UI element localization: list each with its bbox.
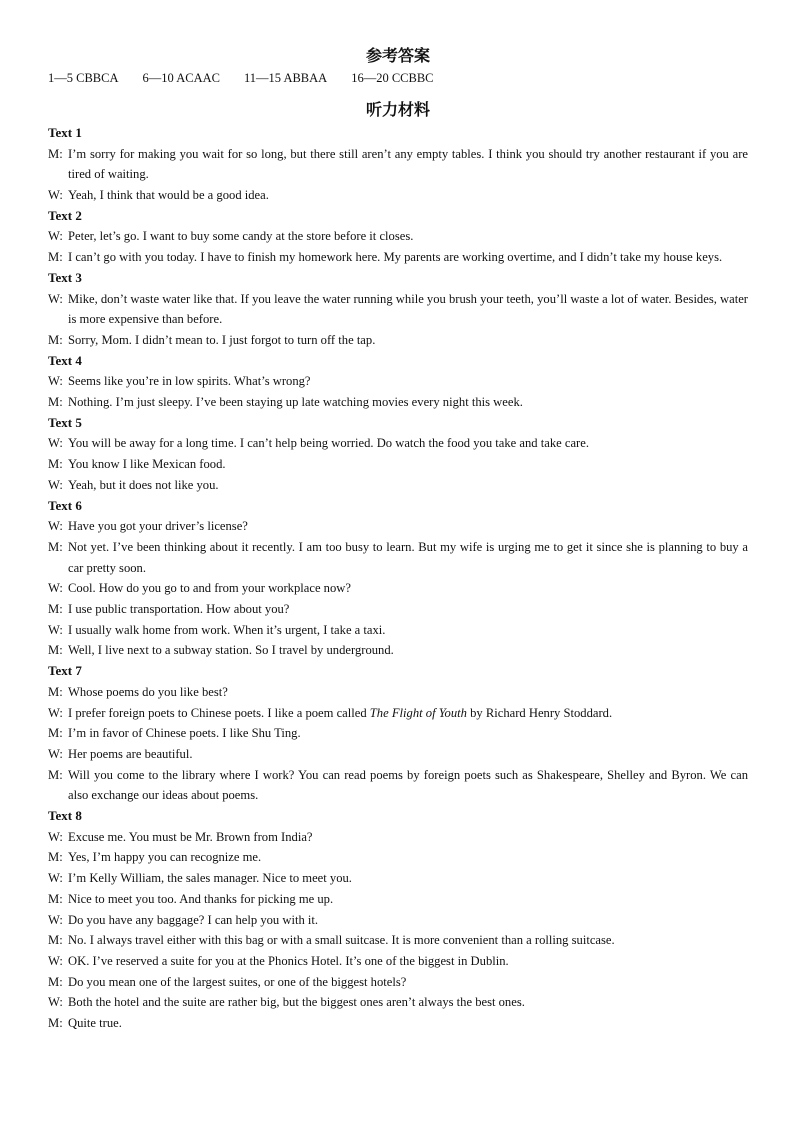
dialogue-line [48,578,748,599]
utterance: Peter, let’s go. I want to buy some candy at the store before it closes. [68,229,414,244]
speaker-label: W: [48,705,63,720]
speaker-label: W: [48,229,63,244]
speaker-label: W: [48,291,63,306]
dialogue-line [48,910,748,931]
utterance: I’m in favor of Chinese poets. I like Shu Ting. [68,726,301,741]
utterance: Excuse me. You must be Mr. Brown from India? [68,829,313,844]
utterance: I’m Kelly William, the sales manager. Nice to meet you. [68,871,352,886]
dialogue-line [48,392,748,413]
utterance: Quite true. [68,1016,122,1031]
speaker-label: M: [48,250,63,265]
text-heading: Text 4 [48,352,82,368]
speaker-label: M: [48,767,63,782]
text-heading: Text 7 [48,663,82,679]
dialogue-line [48,723,748,744]
speaker-label: M: [48,539,63,554]
answer-group: 6—10 ACAAC [142,71,220,85]
utterance: I use public transportation. How about you? [68,602,290,617]
utterance: Have you got your driver’s license? [68,519,248,534]
utterance-part: I prefer foreign poets to Chinese poets. I like a poem called [68,705,370,720]
speaker-label: W: [48,746,63,761]
speaker-label: W: [48,995,63,1010]
dialogue-line [48,847,748,868]
speaker-label: M: [48,1016,63,1031]
text-heading: Text 2 [48,207,82,223]
speaker-label: W: [48,871,63,886]
dialogue-line [48,516,748,537]
utterance: Will you come to the library where I work? You can read poems by foreign poets such as Shakespeare, Shelley and Byron. We can also exchange our ideas about poems. [68,767,748,803]
utterance: You will be away for a long time. I can’t help being worried. Do watch the food you take and take care. [68,436,589,451]
speaker-label: W: [48,829,63,844]
utterance: Her poems are beautiful. [68,746,193,761]
speaker-label: W: [48,912,63,927]
utterance: I’m sorry for making you wait for so long, but there still aren’t any empty tables. I think you should try another restaurant if you are tired of waiting. [68,146,748,182]
utterance: Cool. How do you go to and from your workplace now? [68,581,351,596]
utterance: Mike, don’t waste water like that. If you leave the water running while you brush your teeth, you’ll waste a lot of water. Besides, water is more expensive than before. [68,291,748,327]
utterance: Sorry, Mom. I didn’t mean to. I just forgot to turn off the tap. [68,332,376,347]
utterance: Yes, I’m happy you can recognize me. [68,850,262,865]
speaker-label: M: [48,146,63,161]
speaker-label: W: [48,188,63,203]
dialogue-line [48,640,748,661]
answer-group: 1—5 CBBCA [48,71,119,85]
utterance: Nothing. I’m just sleepy. I’ve been staying up late watching movies every night this week. [68,395,523,410]
utterance: OK. I’ve reserved a suite for you at the Phonics Hotel. It’s one of the biggest in Dublin. [68,954,509,968]
speaker-label: W: [48,581,63,596]
speaker-label: M: [48,684,63,699]
speaker-label: M: [48,395,63,410]
text-heading: Text 8 [48,808,82,824]
dialogue-line [48,827,748,848]
speaker-label: M: [48,457,63,472]
utterance: Do you have any baggage? I can help you with it. [68,912,319,927]
dialogue-line [48,703,748,724]
dialogue-line [48,599,748,620]
utterance: Not yet. I’ve been thinking about it recently. I am too busy to learn. But my wife is urging me to get it since she is planning to buy a car pretty soon. [68,539,748,575]
utterance: Nice to meet you too. And thanks for picking me up. [68,891,334,906]
dialogue-line [48,247,748,268]
document-page [48,46,748,1034]
dialogue-line [48,868,748,889]
dialogue-line [48,744,748,765]
utterance: No. I always travel either with this bag or with a small suitcase. It is more convenient than a rolling suitcase. [68,933,615,948]
transcript-title: 听力材料 [365,102,430,119]
utterance: Well, I live next to a subway station. So I travel by underground. [68,643,394,658]
answer-key-row [48,68,748,88]
utterance: Yeah, I think that would be a good idea. [68,188,269,203]
text-heading: Text 5 [48,414,82,430]
dialogue-line [48,930,748,951]
dialogue-line [48,454,748,475]
speaker-label: M: [48,891,63,906]
dialogue-line [48,537,748,578]
utterance: I can’t go with you today. I have to finish my homework here. My parents are working overtime, and I didn’t take my house keys. [68,250,723,265]
dialogue-line [48,889,748,910]
text-heading: Text 1 [48,125,82,140]
speaker-label: M: [48,643,63,658]
utterance: Seems like you’re in low spirits. What’s wrong? [68,374,311,389]
speaker-label: W: [48,622,63,637]
poem-title: The Flight of Youth [369,705,467,720]
speaker-label: M: [48,933,63,948]
speaker-label: W: [48,436,63,451]
dialogue-line [48,226,748,247]
dialogue-line [48,765,748,806]
dialogue-line [48,330,748,351]
dialogue-line [48,620,748,641]
utterance: Both the hotel and the suite are rather big, but the biggest ones aren’t always the best ones. [68,995,525,1010]
answer-group: 16—20 CCBBC [351,71,434,85]
dialogue-line [48,433,748,454]
utterance: Yeah, but it does not like you. [68,477,219,492]
dialogue-line [48,1013,748,1034]
text-heading: Text 6 [48,497,82,513]
answer-group: 11—15 ABBAA [243,71,328,85]
utterance-part: by Richard Henry Stoddard. [466,705,613,720]
speaker-label: M: [48,726,63,741]
dialogue-line [48,289,748,330]
speaker-label: W: [48,519,63,534]
speaker-label: M: [48,602,63,617]
speaker-label: W: [48,374,63,389]
transcript-body [48,123,748,1034]
dialogue-line [48,144,748,185]
dialogue-line [48,475,748,496]
dialogue-line [48,185,748,206]
speaker-label: M: [48,850,63,865]
speaker-label: W: [48,477,63,492]
dialogue-line [48,951,748,972]
speaker-label: M: [48,974,63,989]
utterance [68,703,748,724]
text-heading: Text 3 [48,269,82,285]
speaker-label: M: [48,332,63,347]
utterance: You know I like Mexican food. [68,457,226,472]
speaker-label: W: [48,954,63,968]
utterance: Do you mean one of the largest suites, or one of the biggest hotels? [68,974,407,989]
answer-key-title: 参考答案 [365,48,430,65]
utterance: Whose poems do you like best? [68,684,228,699]
dialogue-line [48,972,748,993]
dialogue-line [48,682,748,703]
dialogue-line [48,371,748,392]
utterance: I usually walk home from work. When it’s urgent, I take a taxi. [68,622,386,637]
dialogue-line [48,992,748,1013]
